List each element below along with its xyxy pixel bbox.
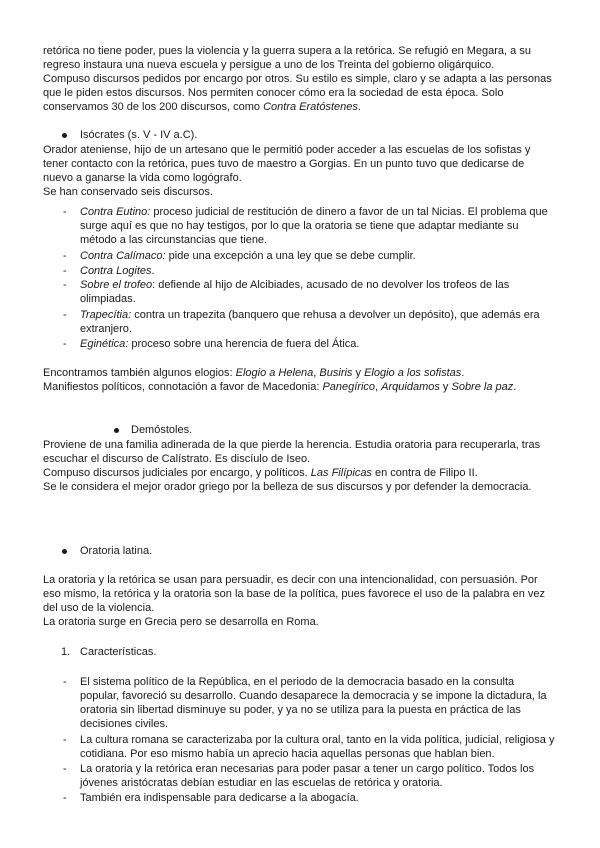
elogios-paragraph xyxy=(43,366,558,394)
dash-marker: - xyxy=(63,279,67,291)
text-line: Proviene de una familia adinerada de la que pierde la herencia. Estudia oratoria para recuperarla, tras xyxy=(43,439,541,451)
dash-marker: - xyxy=(63,338,67,350)
text-line: Compuso discursos judiciales por encargo, y políticos. Las Filípicas en contra de Filipo II. xyxy=(43,467,478,479)
list-item: La cultura romana se caracterizaba por la cultura oral, tanto en la vida política, judicial, religiosa y cotidiana. Por eso mismo había un aprecio hacia aquellas personas que hablan bien. xyxy=(80,734,555,760)
list-item: Contra Eutino: proceso judicial de restitución de dinero a favor de un tal Nicias. El problema que surge aquí es que no hay testigos, por lo que la oratoria se tiene que adaptar mediante su método a las circunstancias que tiene. xyxy=(80,206,548,246)
speech-title: Contra Logites xyxy=(80,265,152,277)
speech-title: Trapecítia: xyxy=(80,309,132,321)
dash-marker: - xyxy=(63,250,67,262)
bullet-icon xyxy=(62,133,67,138)
list-number: 1. xyxy=(61,646,71,658)
bullet-icon xyxy=(62,549,67,554)
text-line: Encontramos también algunos elogios: Elogio a Helena, Busiris y Elogio a los sofistas. xyxy=(43,367,465,379)
dash-marker: - xyxy=(63,763,67,775)
dash-marker: - xyxy=(63,792,67,804)
dash-marker: - xyxy=(63,734,67,746)
list-item: La oratoria y la retórica eran necesarias para poder pasar a tener un cargo político. Todos los jóvenes aristócratas debían estudiar en las escuelas de retórica y oratoria. xyxy=(80,763,535,789)
section-heading-demostenes: Demóstoles. xyxy=(131,424,193,436)
speech-title: Eginética: xyxy=(80,338,129,350)
intro-paragraph xyxy=(43,44,558,114)
list-item: Sobre el trofeo: defiende al hijo de Alcibiades, acusado de no devolver los trofeos de las olimpiadas. xyxy=(80,279,510,305)
text-line: Se le considera el mejor orador griego por la belleza de sus discursos y por defender la democracia. xyxy=(43,481,532,493)
dash-marker: - xyxy=(63,676,67,688)
text-line: eso mismo, la retórica y la oratoria son la base de la política, pues favorece el uso de la palabra en vez xyxy=(43,588,545,600)
bullet-icon xyxy=(114,428,119,433)
list-item: Trapecítia: contra un trapezita (banquero que rehusa a devolver un depósito), que además era extranjero. xyxy=(80,309,540,335)
text-line: retórica no tiene poder, pues la violencia y la guerra supera a la retórica. Se refugió en Megara, a su xyxy=(43,45,531,57)
text-line: La oratoria surge en Grecia pero se desarrolla en Roma. xyxy=(43,616,319,628)
text-line: nuevo a ganarse la vida como logógrafo. xyxy=(43,172,242,184)
text-line: tener contacto con la retórica, pues tuvo de maestro a Gorgias. En un punto tuvo que dedicarse de xyxy=(43,158,525,170)
list-item: Eginética: proceso sobre una herencia de fuera del Ática. xyxy=(80,338,360,350)
list-item: También era indispensable para dedicarse a la abogacía. xyxy=(80,792,359,804)
list-item: Contra Calímaco: pide una excepción a una ley que se debe cumplir. xyxy=(80,250,416,262)
subsection-heading-caracteristicas: Características. xyxy=(80,646,157,658)
dash-marker: - xyxy=(63,309,67,321)
text-line: regreso instaura una nueva escuela y persigue a uno de los Treinta del gobierno oligárquico. xyxy=(43,59,495,71)
section-heading-oratoria-latina: Oratoria latina. xyxy=(80,545,153,557)
dash-marker: - xyxy=(63,206,67,218)
text-line: Orador ateniense, hijo de un artesano que le permitió poder acceder a las escuelas de los sofistas y xyxy=(43,144,531,156)
section-heading-isocrates: Isócrates (s. V - IV a.C). xyxy=(80,129,198,141)
dash-marker: - xyxy=(63,265,67,277)
speech-title: Contra Calímaco: xyxy=(80,250,166,262)
demostenes-paragraph xyxy=(43,438,558,494)
speech-title: Sobre el trofeo xyxy=(80,279,153,291)
isocrates-paragraph xyxy=(43,143,558,199)
speech-title: Contra Eratóstenes xyxy=(263,101,358,113)
speech-title: Contra Eutino: xyxy=(80,206,151,218)
text-line: conservamos 30 de los 200 discursos, como Contra Eratóstenes. xyxy=(43,101,361,113)
text-line: Manifiestos políticos, connotación a favor de Macedonia: Panegírico, Arquidamos y Sobre la paz. xyxy=(43,381,517,393)
text-line: escuchar el discurso de Calístrato. Es discíulo de Iseo. xyxy=(43,453,311,465)
speech-title: Las Filípicas xyxy=(310,467,372,479)
text-line: Se han conservado seis discursos. xyxy=(43,186,213,198)
text-line: del uso de la violencia. xyxy=(43,602,155,614)
list-item: El sistema político de la República, en el periodo de la democracia basado en la consulta popular, favoreció su desarrollo. Cuando desaparece la democracia y se impone la dictadura, la oratoria sin libertad disminuye su poder, y ya no se utiliza para la puesta en práctica de las decisiones civiles. xyxy=(80,676,547,730)
list-item: Contra Logites. xyxy=(80,265,155,277)
text-line: que le piden estos discursos. Nos permiten conocer cómo era la sociedad de esta época. Solo xyxy=(43,87,504,99)
latina-paragraph xyxy=(43,573,558,629)
text-line: La oratoria y la retórica se usan para persuadir, es decir con una intencionalidad, con persuasión. Por xyxy=(43,574,538,586)
text-line: Compuso discursos pedidos por encargo por otros. Su estilo es simple, claro y se adapta a las personas xyxy=(43,73,552,85)
